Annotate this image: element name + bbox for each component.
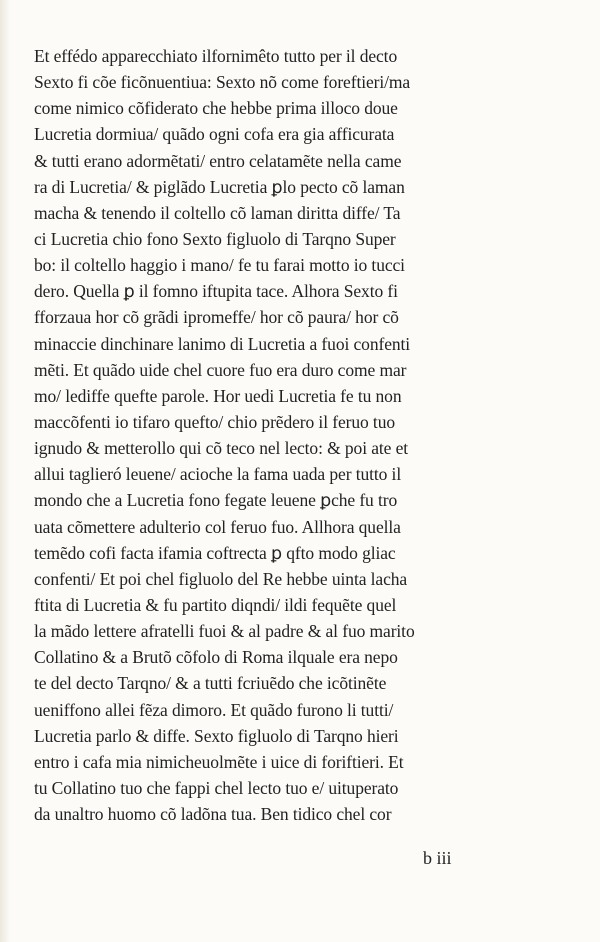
text-line: uata cõmettere adulterio col feruo fuo. Allhora quella <box>34 516 401 537</box>
text-line: allui taglieró leuene/ acioche la fama uada per tutto il <box>34 464 402 485</box>
text-line: ueniffono allei fẽza dimoro. Et quãdo furono li tutti/ <box>34 699 394 720</box>
text-line: mondo che a Lucretia fono fegate leuene ꝑche fu tro <box>34 490 398 511</box>
text-line: ra di Lucretia/ & piglãdo Lucretia ꝑlo pecto cõ laman <box>34 176 405 197</box>
text-line: Lucretia dormiua/ quãdo ogni cofa era gia afficurata <box>34 124 395 145</box>
text-line: bo: il coltello haggio i mano/ fe tu farai motto io tucci <box>34 255 405 276</box>
text-line: & tutti erano adormẽtati/ entro celatamẽte nella came <box>34 150 402 171</box>
text-line: macha & tenendo il coltello cõ laman diritta diffe/ Ta <box>34 202 401 223</box>
text-line: dero. Quella ꝑ il fomno iftupita tace. Alhora Sexto fi <box>34 281 398 302</box>
text-line: come nimico cõfiderato che hebbe prima illoco doue <box>34 98 398 119</box>
text-line: Sexto fi cõe ficõnuentiua: Sexto nõ come foreftieri/ma <box>34 72 411 93</box>
text-line: fforzaua hor cõ grãdi ipromeffe/ hor cõ paura/ hor cõ <box>34 307 399 328</box>
text-line: maccõfenti io tifaro quefto/ chio prẽdero il feruo tuo <box>34 411 395 432</box>
text-line: Collatino & a Brutõ cõfolo di Roma ilquale era nepo <box>34 647 398 668</box>
signature-mark: b iii <box>423 848 452 868</box>
text-line: mo/ lediffe quefte parole. Hor uedi Lucretia fe tu non <box>34 385 402 406</box>
text-line: confenti/ Et poi chel figluolo del Re hebbe uinta lacha <box>34 568 408 589</box>
page-gutter-shadow <box>0 0 10 942</box>
text-line: entro i cafa mia nimicheuolmẽte i uice di foriftieri. Et <box>34 751 404 772</box>
text-line: temẽdo cofi facta ifamia coftrecta ꝑ qfto modo gliac <box>34 542 396 563</box>
text-block <box>34 43 520 827</box>
text-line: Lucretia parlo & diffe. Sexto figluolo di Tarqno hieri <box>34 725 399 746</box>
text-line: ignudo & metterollo qui cõ teco nel lecto: & poi ate et <box>34 438 409 459</box>
text-line: minaccie dinchinare lanimo di Lucretia a fuoi confenti <box>34 333 411 354</box>
text-line: ftita di Lucretia & fu partito diqndi/ ildi fequẽte quel <box>34 594 397 615</box>
text-line: Et effédo apparecchiato ilfornimêto tutto per il decto <box>34 46 398 66</box>
text-line: ci Lucretia chio fono Sexto figluolo di Tarqno Super <box>34 228 396 249</box>
text-line: tu Collatino tuo che fappi chel lecto tuo e/ uituperato <box>34 777 399 798</box>
text-line: da unaltro huomo cõ ladõna tua. Ben tidico chel cor <box>34 804 392 825</box>
text-line: te del decto Tarqno/ & a tutti fcriuẽdo che icõtinẽte <box>34 673 387 694</box>
text-line: la mãdo lettere afratelli fuoi & al padre & al fuo marito <box>34 621 415 642</box>
text-line: mẽti. Et quãdo uide chel cuore fuo era duro come mar <box>34 359 407 380</box>
